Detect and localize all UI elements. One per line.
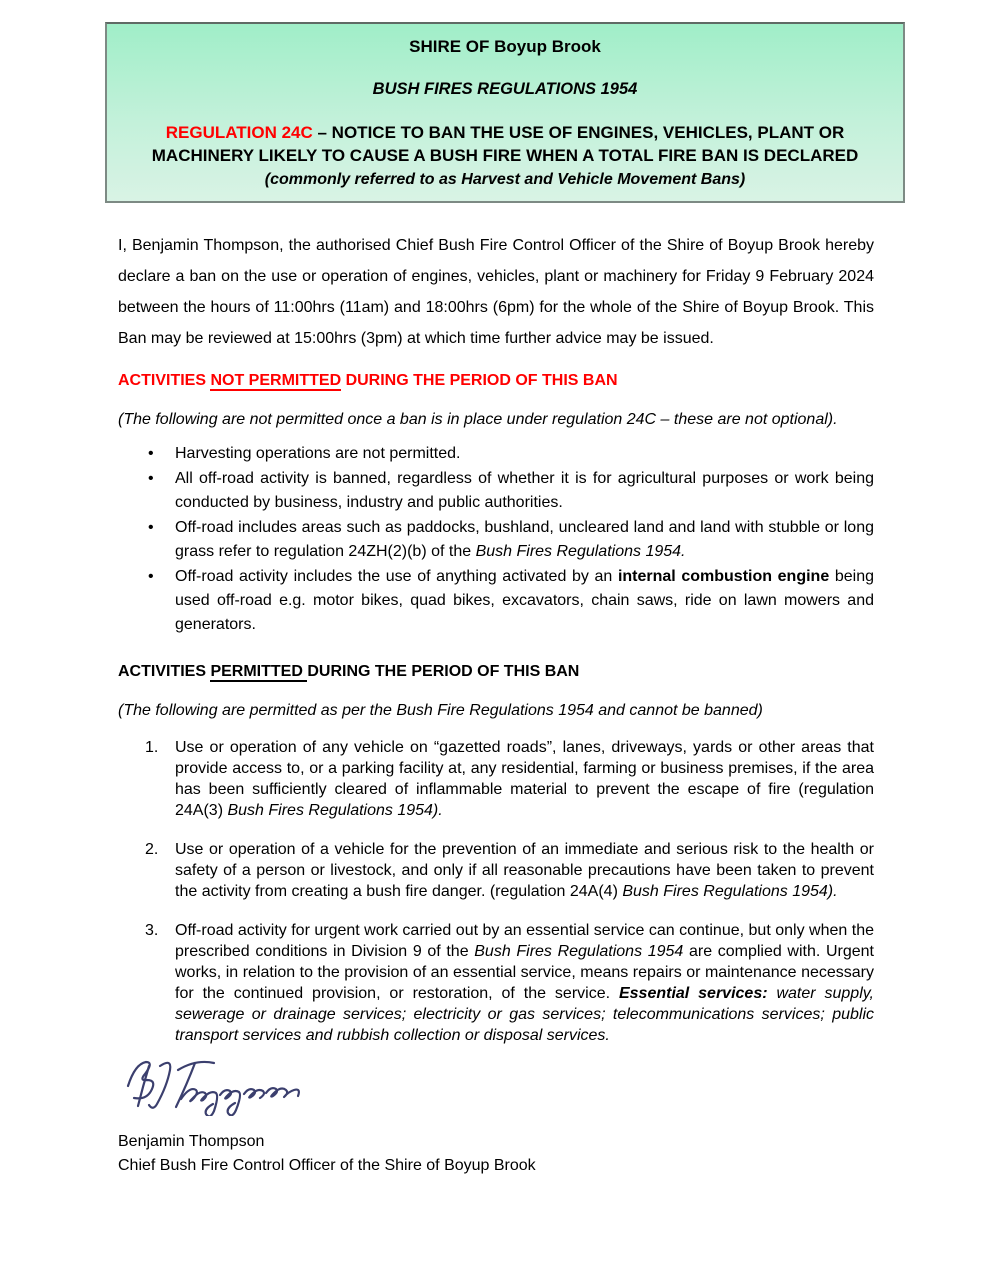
header-tagline: (commonly referred to as Harvest and Vehicle Movement Bans) — [264, 171, 746, 188]
item-number: 1. — [145, 739, 159, 756]
bullet-marker: • — [148, 445, 154, 462]
bullet-item — [148, 467, 874, 515]
not-permitted-note: (The following are not permitted once a ban is in place under regulation 24C – these are not optional). — [118, 411, 838, 428]
intro-paragraph: I, Benjamin Thompson, the authorised Chief Bush Fire Control Officer of the Shire of Boyup Brook hereby declare a ban on the use or operation of engines, vehicles, plant or machinery for Friday 9 February 2024 between the hours of 11:00hrs (11am) and 18:00hrs (6pm) for the whole of the Shire of Boyup Brook. This Ban may be reviewed at 15:00hrs (3pm) at which time further advice may be issued. — [118, 237, 874, 347]
text-segment: Bush Fires Regulations 1954). — [622, 883, 838, 900]
text-segment: DURING THE PERIOD OF THIS BAN — [307, 663, 580, 680]
signatory-title: Chief Bush Fire Control Officer of the Shire of Boyup Brook — [118, 1157, 536, 1174]
item-text — [175, 442, 874, 466]
numbered-item — [145, 737, 874, 821]
item-number: 2. — [145, 841, 159, 858]
not-permitted-heading — [118, 370, 874, 392]
text-segment: ACTIVITIES — [118, 372, 211, 389]
text-segment: DURING THE PERIOD OF THIS BAN — [341, 372, 618, 389]
text-segment: Use or operation of a vehicle for the prevention of an immediate and serious risk to the health or safety of a person or livestock, and only if all reasonable precautions have been taken to prevent the activity from creating a bush fire danger. (regulation 24A(4) — [175, 841, 874, 900]
text-segment: Bush Fires Regulations 1954). — [227, 802, 443, 819]
bullet-marker: • — [148, 470, 154, 487]
signature-image — [118, 1054, 874, 1116]
not-permitted-bullet-list — [148, 442, 874, 637]
header-regulation-line — [133, 121, 877, 167]
text-segment: Essential services: — [618, 985, 768, 1002]
item-number: 3. — [145, 922, 159, 939]
item-text — [175, 565, 874, 637]
signatory-block — [118, 1130, 874, 1178]
bullet-item — [148, 442, 874, 466]
text-segment: Off-road includes areas such as paddocks, bushland, uncleared land and land with stubble or long grass refer to regulation 24ZH(2)(b) of the — [175, 519, 874, 560]
numbered-item — [145, 920, 874, 1046]
text-segment: Bush Fires Regulations 1954. — [475, 543, 686, 560]
item-text — [175, 467, 874, 515]
item-text — [175, 839, 874, 902]
text-segment: – NOTICE TO BAN THE USE OF ENGINES, VEHICLES, PLANT OR MACHINERY LIKELY TO CAUSE A BUSH FIRE WHEN A TOTAL FIRE BAN IS DECLARED — [151, 123, 859, 165]
bullet-marker: • — [148, 568, 154, 585]
item-text — [175, 737, 874, 821]
text-segment: ACTIVITIES — [118, 663, 211, 680]
text-segment: Bush Fires Regulations 1954 — [474, 943, 684, 960]
text-segment: REGULATION 24C — [165, 123, 313, 142]
text-segment: Off-road activity includes the use of anything activated by an — [175, 568, 618, 585]
text-segment: being used off-road e.g. motor bikes, quad bikes, excavators, chain saws, ride on lawn mowers and generators. — [175, 568, 874, 633]
item-text — [175, 920, 874, 1046]
signature-strokes — [118, 1054, 328, 1116]
text-segment: PERMITTED — [210, 663, 308, 680]
text-segment: NOT PERMITTED — [210, 372, 342, 389]
permitted-note: (The following are permitted as per the Bush Fire Regulations 1954 and cannot be banned) — [118, 702, 763, 719]
text-segment: water supply, sewerage or drainage services; electricity or gas services; telecommunications services; public transport services and rubbish collection or disposal services. — [175, 985, 875, 1044]
permitted-numbered-list — [145, 737, 874, 1046]
bullet-item — [148, 516, 874, 564]
text-segment: Off-road activity for urgent work carried out by an essential service can continue, but only when the prescribed conditions in Division 9 of the — [175, 922, 874, 960]
signatory-name: Benjamin Thompson — [118, 1133, 265, 1150]
text-segment: Harvesting operations are not permitted. — [175, 445, 461, 462]
header-box — [105, 22, 905, 203]
numbered-item — [145, 839, 874, 902]
header-subtitle: BUSH FIRES REGULATIONS 1954 — [372, 80, 638, 98]
text-segment: are complied with. Urgent works, in relation to the provision of an essential service, means repairs or maintenance necessary for the continued provision, or restoration, of the service. — [175, 943, 875, 1002]
document-body — [118, 230, 874, 1178]
bullet-marker: • — [148, 519, 154, 536]
header-title: SHIRE OF Boyup Brook — [409, 37, 601, 56]
text-segment: All off-road activity is banned, regardless of whether it is for agricultural purposes or work being conducted by business, industry and public authorities. — [175, 470, 874, 511]
text-segment: Use or operation of any vehicle on “gazetted roads”, lanes, driveways, yards or other areas that provide access to, or a parking facility at, any residential, farming or business premises, if the area has been sufficiently cleared of inflammable material to prevent the escape of fire (regulation 24A(3) — [175, 739, 874, 819]
text-segment: internal combustion engine — [617, 568, 830, 585]
permitted-heading — [118, 661, 874, 683]
item-text — [175, 516, 874, 564]
bullet-item — [148, 565, 874, 637]
